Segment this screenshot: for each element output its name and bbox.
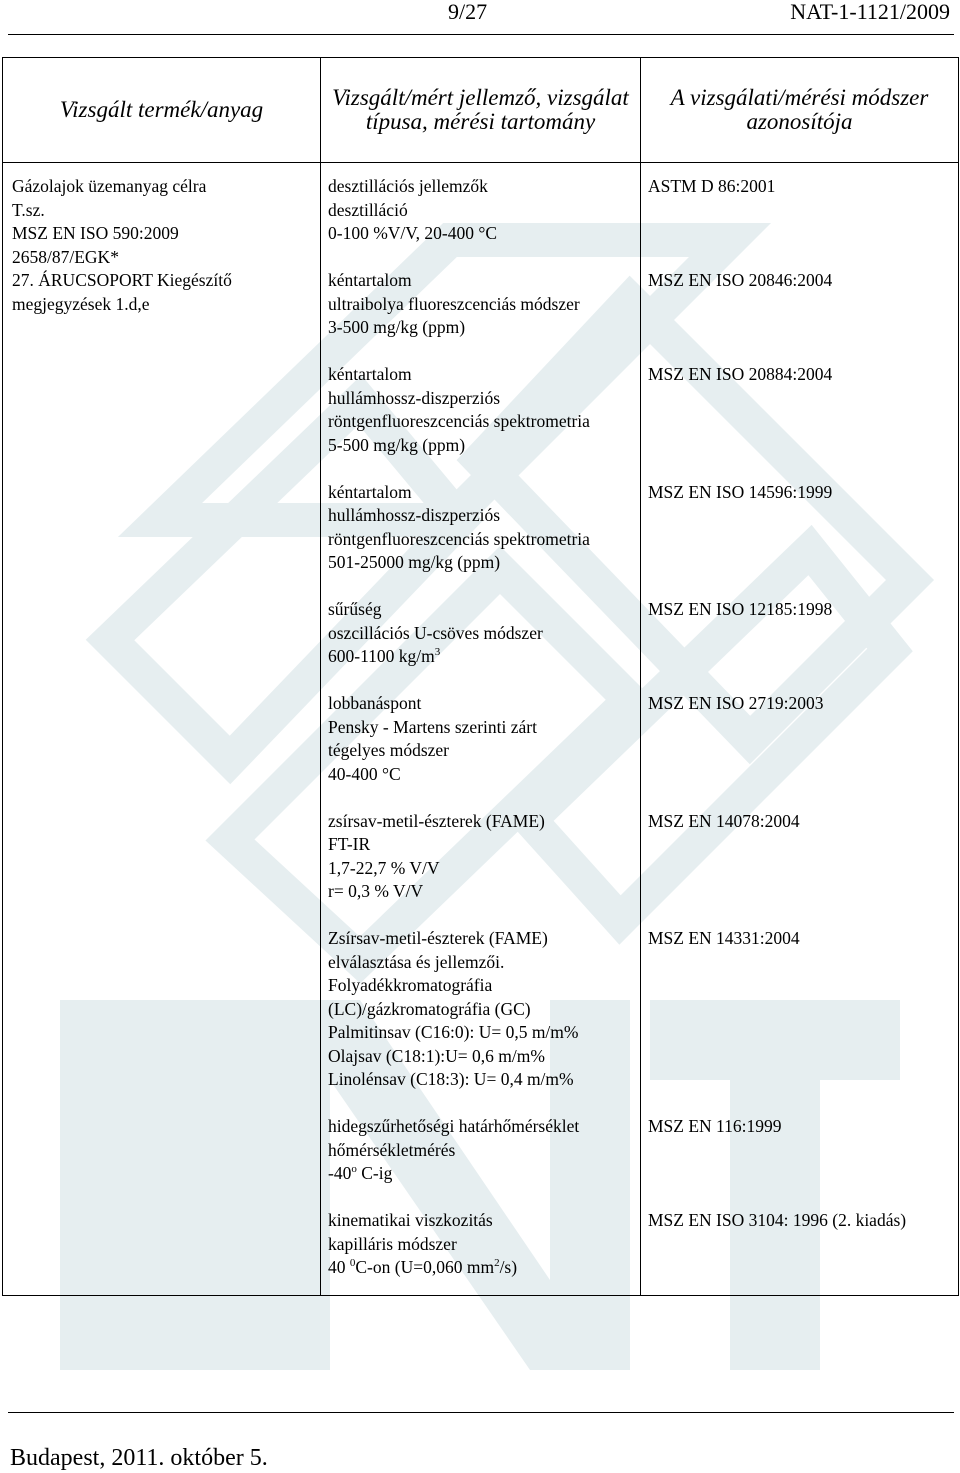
test-block-flash-point <box>328 692 634 786</box>
document-id: NAT-1-1121/2009 <box>790 0 950 24</box>
test-text: desztillációs jellemzők <box>328 176 488 196</box>
test-text: Palmitinsav (C16:0): U= 0,5 m/m% <box>328 1022 579 1042</box>
test-block-cfpp <box>328 1115 634 1186</box>
test-block-sulfur-wdxrf-high <box>328 481 634 575</box>
test-text: r= 0,3 % V/V <box>328 881 424 901</box>
header-rule <box>8 34 954 35</box>
test-range: 501-25000 mg/kg (ppm) <box>328 552 501 572</box>
test-block-density <box>328 598 634 669</box>
method-id: MSZ EN ISO 3104: 1996 (2. kiadás) <box>648 1210 907 1230</box>
test-text: desztilláció <box>328 199 408 220</box>
test-text: kinematikai viszkozitás <box>328 1210 493 1230</box>
test-text: hullámhossz-diszperziós <box>328 387 501 408</box>
test-range: 40-400 °C <box>328 763 401 784</box>
test-text: elválasztása és jellemzői. <box>328 951 505 972</box>
page-number: 9/27 <box>448 0 488 24</box>
test-text: Pensky - Martens szerinti zárt <box>328 716 537 737</box>
method-id: ASTM D 86:2001 <box>648 176 776 196</box>
method-id: MSZ EN ISO 2719:2003 <box>648 693 824 713</box>
method-id: MSZ EN 14078:2004 <box>648 810 800 831</box>
product-line: Gázolajok üzemanyag célra <box>12 176 207 196</box>
table-row <box>3 163 959 1296</box>
place-date: Budapest, 2011. október 5. <box>10 1445 268 1471</box>
test-range: 600-1100 $kg/m^3$ <box>328 646 441 666</box>
column-header-method: A vizsgálati/mérési módszer azonosítója <box>641 58 959 163</box>
column-header-characteristic: Vizsgált/mért jellemző, vizsgálat típusa, mérési tartomány <box>321 58 641 163</box>
page-header <box>0 0 960 24</box>
test-text: kapilláris módszer <box>328 1233 457 1254</box>
test-text: kéntartalom <box>328 481 412 502</box>
test-range: -40$^o$ C-ig <box>328 1163 393 1183</box>
method-id: MSZ EN 116:1999 <box>648 1116 782 1136</box>
product-line: 2658/87/EGK* <box>12 246 119 267</box>
test-block-fame-ftir <box>328 810 634 904</box>
test-text: (LC)/gázkromatográfia (GC) <box>328 998 531 1019</box>
test-text: röntgenfluoreszcenciás spektrometria <box>328 411 590 431</box>
product-line: MSZ EN ISO 590:2009 <box>12 223 179 243</box>
test-text: Olajsav (C18:1):U= 0,6 m/m% <box>328 1045 545 1066</box>
test-block-distillation <box>328 175 634 246</box>
table-header-row <box>3 58 959 163</box>
test-text: zsírsav-metil-észterek (FAME) <box>328 810 545 831</box>
test-range: 1,7-22,7 % V/V <box>328 857 440 878</box>
column-header-product: Vizsgált termék/anyag <box>3 58 321 163</box>
test-range: 5-500 mg/kg (ppm) <box>328 434 466 455</box>
characteristic-cell <box>321 163 641 1296</box>
test-text: hullámhossz-diszperziós <box>328 505 501 525</box>
method-id: MSZ EN 14331:2004 <box>648 928 800 948</box>
test-range: 0-100 %V/V, 20-400 °C <box>328 223 498 243</box>
test-text: hőmérsékletmérés <box>328 1139 456 1160</box>
accreditation-table <box>2 57 959 1296</box>
method-id: MSZ EN ISO 20884:2004 <box>648 364 833 384</box>
method-id: MSZ EN ISO 14596:1999 <box>648 481 833 502</box>
test-text: ultraibolya fluoreszcenciás módszer <box>328 293 580 314</box>
test-text: Zsírsav-metil-észterek (FAME) <box>328 928 548 948</box>
test-text: Linolénsav (C18:3): U= 0,4 m/m% <box>328 1069 574 1089</box>
test-block-fame-gc <box>328 927 634 1092</box>
test-block-sulfur-uv <box>328 269 634 340</box>
method-id: MSZ EN ISO 12185:1998 <box>648 599 833 619</box>
product-cell <box>3 163 321 1296</box>
test-text: tégelyes módszer <box>328 740 449 760</box>
test-text: kéntartalom <box>328 270 412 290</box>
method-cell <box>641 163 959 1296</box>
test-text: oszcillációs U-csöves módszer <box>328 622 543 643</box>
test-range: 3-500 mg/kg (ppm) <box>328 317 466 337</box>
test-block-sulfur-wdxrf-low <box>328 363 634 457</box>
test-text: sűrűség <box>328 599 382 619</box>
test-text: Folyadékkromatográfia <box>328 975 493 995</box>
test-text: röntgenfluoreszcenciás spektrometria <box>328 528 590 549</box>
footer-rule <box>8 1412 954 1413</box>
product-line: T.sz. <box>12 199 45 220</box>
test-text: kéntartalom <box>328 364 412 384</box>
product-line: megjegyzések 1.d,e <box>12 293 150 314</box>
test-block-viscosity <box>328 1209 634 1280</box>
test-text: lobbanáspont <box>328 693 422 713</box>
method-id: MSZ EN ISO 20846:2004 <box>648 270 833 290</box>
test-text: hidegszűrhetőségi határhőmérséklet <box>328 1116 580 1136</box>
test-text: FT-IR <box>328 834 371 854</box>
product-line: 27. ÁRUCSOPORT Kiegészítő <box>12 270 232 290</box>
test-range: 40 $^0$C-on (U=0,060 $mm^2/s$) <box>328 1257 518 1277</box>
